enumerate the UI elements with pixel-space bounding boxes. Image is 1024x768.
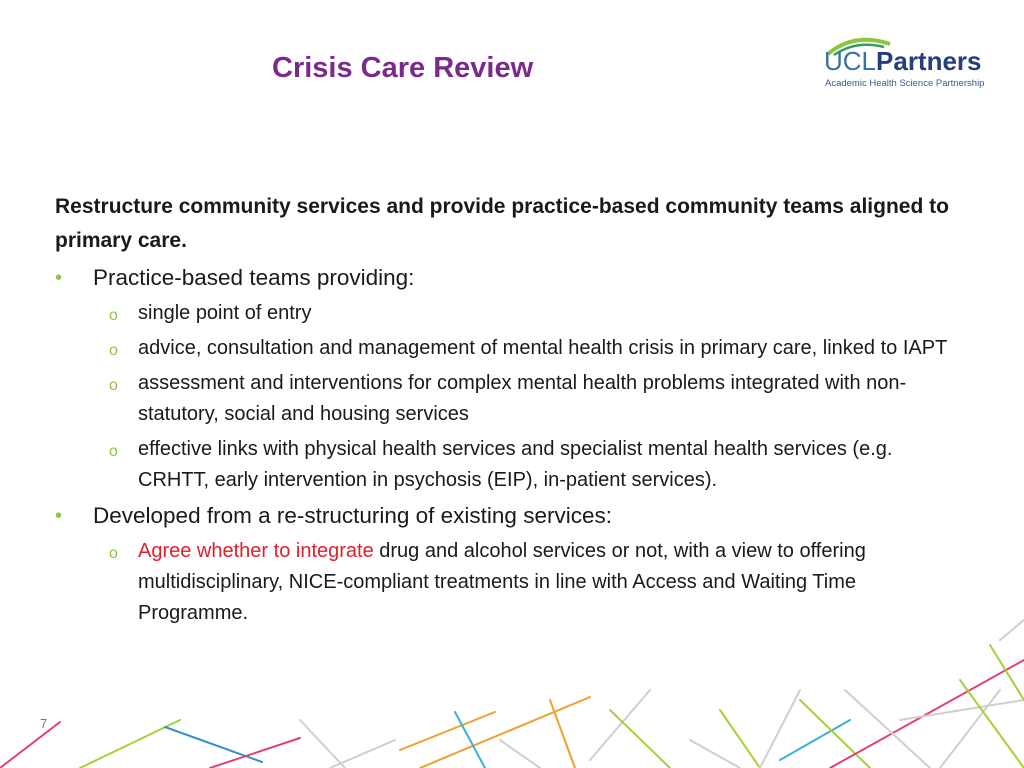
highlighted-text: Agree whether to integrate (138, 540, 374, 562)
circle-bullet-icon: o (109, 545, 118, 562)
content-heading: Restructure community services and provide practice-based community teams aligned to primary care. (55, 195, 949, 252)
bullet-dot-icon: • (55, 267, 63, 289)
circle-bullet-icon: o (109, 342, 118, 359)
sub-bullet-rest: drug and alcohol services or not, with a view to offering multidisciplinary, NICE-compliant treatments in line with Access and Waiting Time Programme. (138, 540, 866, 624)
bullet-text: Practice-based teams providing: (93, 265, 415, 290)
logo-wordmark: UCLPartners (824, 46, 982, 76)
sub-bullet-text: effective links with physical health services and specialist mental health services (e.g. CRHTT, early intervention in psychosis (EIP), in-patient services). (138, 438, 893, 491)
sub-bullet-text: assessment and interventions for complex mental health problems integrated with non-statutory, social and housing services (138, 372, 907, 425)
sub-bullet-text: single point of entry (138, 302, 312, 324)
bullet-dot-icon: • (55, 505, 63, 527)
logo-tagline: Academic Health Science Partnership (825, 78, 985, 89)
slide-title: Crisis Care Review (272, 52, 534, 84)
circle-bullet-icon: o (109, 443, 118, 460)
circle-bullet-icon: o (109, 377, 118, 394)
sub-bullet-text: advice, consultation and management of mental health crisis in primary care, linked to IAPT (138, 337, 948, 359)
bullet-text: Developed from a re-structuring of existing services: (93, 503, 612, 528)
circle-bullet-icon: o (109, 307, 118, 324)
page-number: 7 (40, 716, 48, 731)
